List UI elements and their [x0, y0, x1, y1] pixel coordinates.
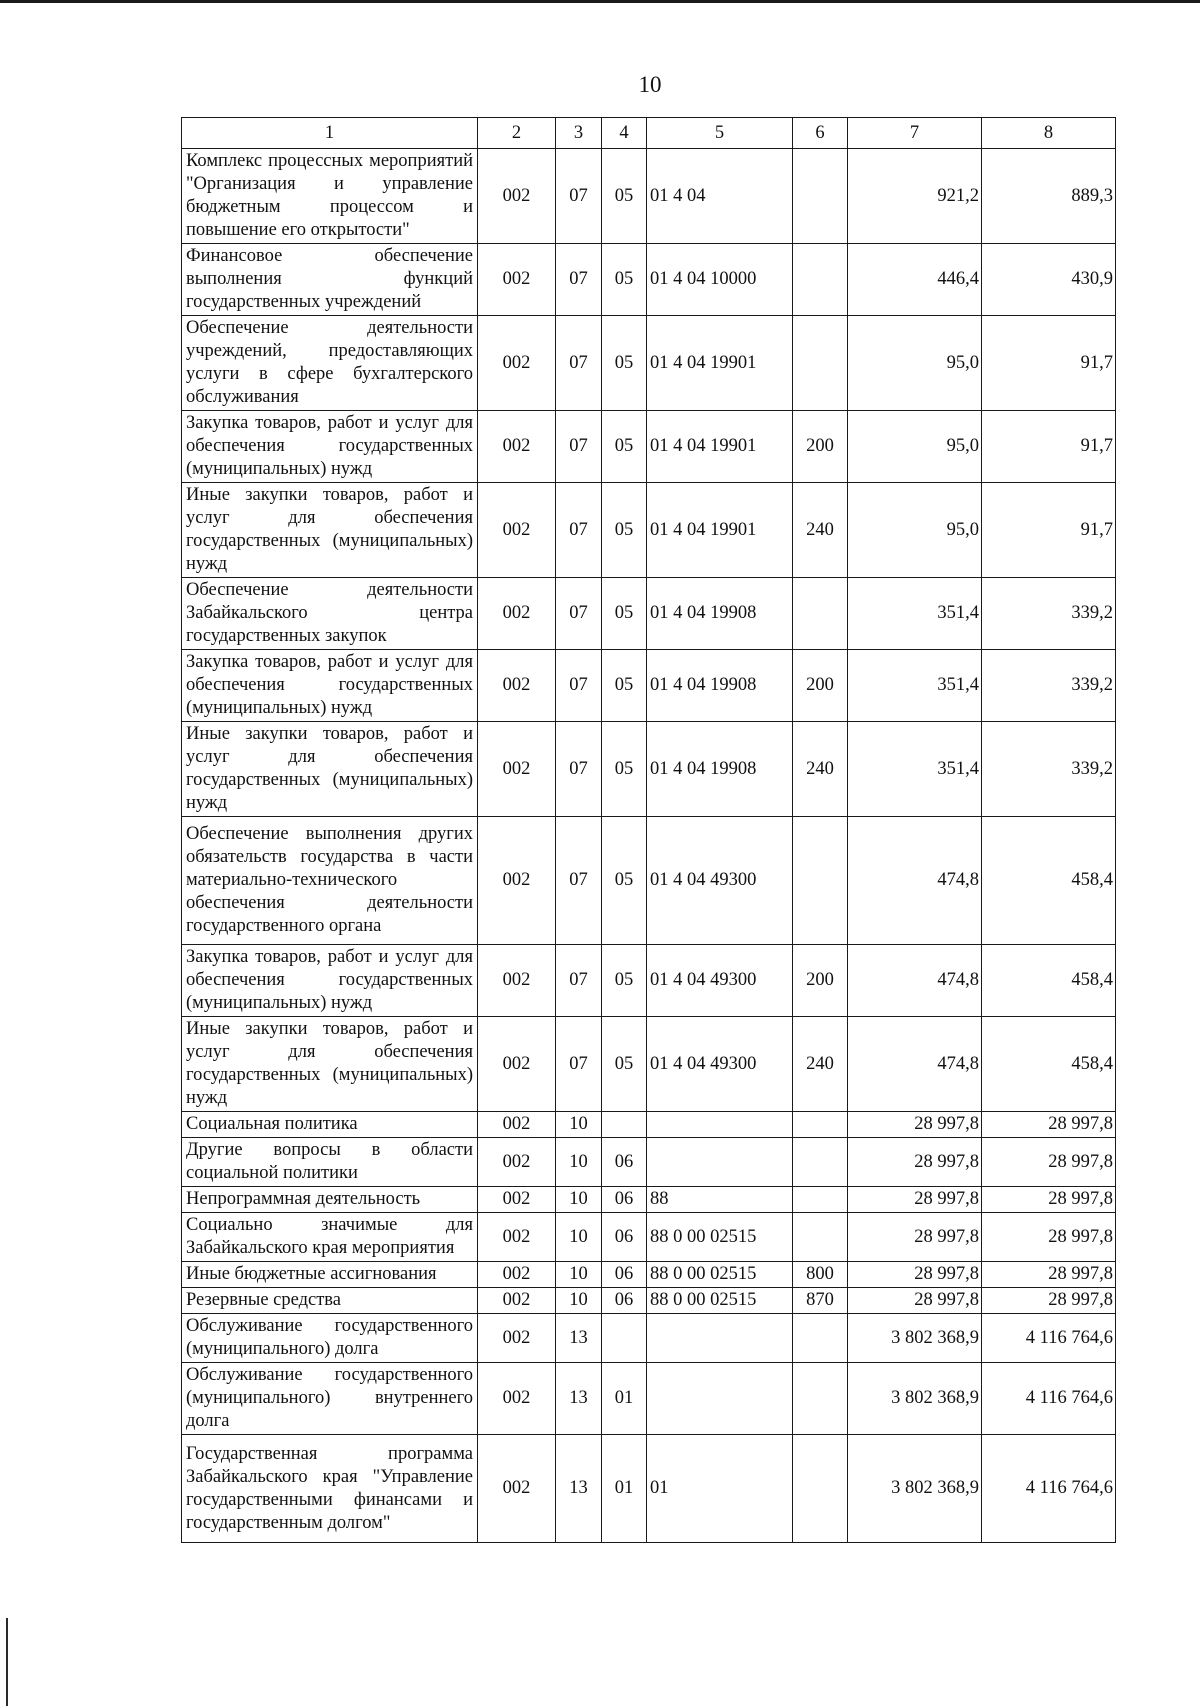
- row-amount-year1-cell: 351,4: [848, 722, 982, 817]
- row-section-cell: 10: [556, 1138, 602, 1187]
- table-row: [182, 578, 1116, 650]
- row-subsection-cell: 05: [602, 316, 647, 411]
- row-section-cell: 07: [556, 483, 602, 578]
- row-amount-year2-cell: 889,3: [982, 149, 1116, 244]
- row-expense-type-cell: [793, 1112, 848, 1138]
- row-admin-code-cell: 002: [478, 1314, 556, 1363]
- row-name-cell: Закупка товаров, работ и услуг для обеспечения государственных (муниципальных) нужд: [182, 411, 478, 483]
- row-section-cell: 07: [556, 316, 602, 411]
- row-section-cell: 07: [556, 817, 602, 945]
- row-admin-code-cell: 002: [478, 722, 556, 817]
- table-row: [182, 316, 1116, 411]
- row-amount-year2-cell: 4 116 764,6: [982, 1435, 1116, 1543]
- row-admin-code-cell: 002: [478, 244, 556, 316]
- header-col-8: 8: [982, 118, 1116, 149]
- row-name-cell: Государственная программа Забайкальского края "Управление государственными финансами и государственным долгом": [182, 1435, 478, 1543]
- row-section-cell: 10: [556, 1288, 602, 1314]
- table-row: [182, 945, 1116, 1017]
- table-row: [182, 1213, 1116, 1262]
- row-target-code-cell: 01 4 04 19908: [647, 578, 793, 650]
- table-row: [182, 483, 1116, 578]
- table-row: [182, 650, 1116, 722]
- row-expense-type-cell: [793, 1138, 848, 1187]
- row-expense-type-cell: 200: [793, 650, 848, 722]
- row-section-cell: 07: [556, 149, 602, 244]
- row-admin-code-cell: 002: [478, 149, 556, 244]
- row-expense-type-cell: 240: [793, 1017, 848, 1112]
- row-name-cell: Обслуживание государственного (муниципального) долга: [182, 1314, 478, 1363]
- row-subsection-cell: 05: [602, 817, 647, 945]
- row-amount-year2-cell: 339,2: [982, 650, 1116, 722]
- row-amount-year1-cell: 28 997,8: [848, 1138, 982, 1187]
- table-row: [182, 411, 1116, 483]
- header-col-1: 1: [182, 118, 478, 149]
- row-expense-type-cell: [793, 1314, 848, 1363]
- row-amount-year2-cell: 4 116 764,6: [982, 1363, 1116, 1435]
- row-name-cell: Резервные средства: [182, 1288, 478, 1314]
- row-target-code-cell: 88 0 00 02515: [647, 1262, 793, 1288]
- row-amount-year2-cell: 28 997,8: [982, 1138, 1116, 1187]
- row-amount-year2-cell: 4 116 764,6: [982, 1314, 1116, 1363]
- row-amount-year1-cell: 28 997,8: [848, 1187, 982, 1213]
- row-section-cell: 07: [556, 650, 602, 722]
- row-admin-code-cell: 002: [478, 316, 556, 411]
- row-admin-code-cell: 002: [478, 411, 556, 483]
- budget-table: [181, 117, 1116, 1543]
- row-name-cell: Закупка товаров, работ и услуг для обеспечения государственных (муниципальных) нужд: [182, 650, 478, 722]
- row-subsection-cell: 01: [602, 1435, 647, 1543]
- row-amount-year1-cell: 446,4: [848, 244, 982, 316]
- row-amount-year2-cell: 458,4: [982, 1017, 1116, 1112]
- row-target-code-cell: 01: [647, 1435, 793, 1543]
- row-expense-type-cell: 240: [793, 483, 848, 578]
- row-amount-year2-cell: 28 997,8: [982, 1187, 1116, 1213]
- row-admin-code-cell: 002: [478, 1262, 556, 1288]
- row-admin-code-cell: 002: [478, 1288, 556, 1314]
- row-subsection-cell: [602, 1112, 647, 1138]
- row-target-code-cell: 01 4 04 19901: [647, 483, 793, 578]
- row-target-code-cell: 01 4 04 19908: [647, 650, 793, 722]
- row-subsection-cell: 06: [602, 1262, 647, 1288]
- row-amount-year2-cell: 430,9: [982, 244, 1116, 316]
- row-amount-year1-cell: 3 802 368,9: [848, 1435, 982, 1543]
- table-row: [182, 817, 1116, 945]
- left-margin-line: [6, 1618, 8, 1706]
- row-amount-year1-cell: 95,0: [848, 316, 982, 411]
- row-expense-type-cell: [793, 1213, 848, 1262]
- table-row: [182, 1187, 1116, 1213]
- row-target-code-cell: 01 4 04 19908: [647, 722, 793, 817]
- row-target-code-cell: 01 4 04 49300: [647, 1017, 793, 1112]
- row-name-cell: Комплекс процессных мероприятий "Организация и управление бюджетным процессом и повышение его открытости": [182, 149, 478, 244]
- row-subsection-cell: 06: [602, 1187, 647, 1213]
- row-amount-year1-cell: 351,4: [848, 578, 982, 650]
- row-expense-type-cell: 200: [793, 945, 848, 1017]
- table-row: [182, 244, 1116, 316]
- row-expense-type-cell: 200: [793, 411, 848, 483]
- row-amount-year2-cell: 28 997,8: [982, 1213, 1116, 1262]
- row-amount-year1-cell: 95,0: [848, 411, 982, 483]
- row-amount-year2-cell: 91,7: [982, 411, 1116, 483]
- row-amount-year1-cell: 921,2: [848, 149, 982, 244]
- row-admin-code-cell: 002: [478, 1363, 556, 1435]
- row-amount-year2-cell: 458,4: [982, 945, 1116, 1017]
- row-section-cell: 07: [556, 722, 602, 817]
- row-amount-year1-cell: 95,0: [848, 483, 982, 578]
- table-row: [182, 149, 1116, 244]
- row-section-cell: 10: [556, 1262, 602, 1288]
- table-row: [182, 1262, 1116, 1288]
- row-expense-type-cell: [793, 817, 848, 945]
- row-subsection-cell: 06: [602, 1213, 647, 1262]
- row-target-code-cell: 01 4 04: [647, 149, 793, 244]
- row-amount-year1-cell: 3 802 368,9: [848, 1363, 982, 1435]
- row-section-cell: 07: [556, 1017, 602, 1112]
- table-row: [182, 1017, 1116, 1112]
- row-amount-year2-cell: 339,2: [982, 722, 1116, 817]
- row-admin-code-cell: 002: [478, 578, 556, 650]
- row-amount-year2-cell: 28 997,8: [982, 1288, 1116, 1314]
- row-amount-year2-cell: 91,7: [982, 483, 1116, 578]
- row-name-cell: Обслуживание государственного (муниципального) внутреннего долга: [182, 1363, 478, 1435]
- row-target-code-cell: 88 0 00 02515: [647, 1288, 793, 1314]
- row-section-cell: 07: [556, 945, 602, 1017]
- row-name-cell: Иные закупки товаров, работ и услуг для обеспечения государственных (муниципальных) нужд: [182, 483, 478, 578]
- row-subsection-cell: 06: [602, 1138, 647, 1187]
- row-subsection-cell: 05: [602, 650, 647, 722]
- row-section-cell: 13: [556, 1363, 602, 1435]
- table-header-row: [182, 118, 1116, 149]
- table-row: [182, 1314, 1116, 1363]
- row-admin-code-cell: 002: [478, 1112, 556, 1138]
- row-admin-code-cell: 002: [478, 1435, 556, 1543]
- header-col-2: 2: [478, 118, 556, 149]
- row-expense-type-cell: [793, 244, 848, 316]
- row-subsection-cell: 05: [602, 483, 647, 578]
- table-row: [182, 1435, 1116, 1543]
- row-name-cell: Социально значимые для Забайкальского края мероприятия: [182, 1213, 478, 1262]
- row-target-code-cell: 01 4 04 49300: [647, 817, 793, 945]
- table-row: [182, 1363, 1116, 1435]
- row-name-cell: Иные закупки товаров, работ и услуг для обеспечения государственных (муниципальных) нужд: [182, 722, 478, 817]
- row-admin-code-cell: 002: [478, 650, 556, 722]
- row-expense-type-cell: [793, 149, 848, 244]
- row-name-cell: Обеспечение деятельности Забайкальского центра государственных закупок: [182, 578, 478, 650]
- row-name-cell: Непрограммная деятельность: [182, 1187, 478, 1213]
- row-amount-year1-cell: 474,8: [848, 817, 982, 945]
- row-admin-code-cell: 002: [478, 1187, 556, 1213]
- row-admin-code-cell: 002: [478, 1213, 556, 1262]
- row-expense-type-cell: [793, 316, 848, 411]
- row-name-cell: Закупка товаров, работ и услуг для обеспечения государственных (муниципальных) нужд: [182, 945, 478, 1017]
- row-subsection-cell: 05: [602, 578, 647, 650]
- table-row: [182, 1112, 1116, 1138]
- row-section-cell: 07: [556, 244, 602, 316]
- row-subsection-cell: 05: [602, 149, 647, 244]
- row-target-code-cell: [647, 1314, 793, 1363]
- row-expense-type-cell: 240: [793, 722, 848, 817]
- row-target-code-cell: 01 4 04 19901: [647, 316, 793, 411]
- row-amount-year2-cell: 91,7: [982, 316, 1116, 411]
- table-row: [182, 1288, 1116, 1314]
- row-amount-year2-cell: 28 997,8: [982, 1262, 1116, 1288]
- row-amount-year1-cell: 28 997,8: [848, 1262, 982, 1288]
- row-subsection-cell: 05: [602, 1017, 647, 1112]
- row-expense-type-cell: 870: [793, 1288, 848, 1314]
- row-amount-year2-cell: 28 997,8: [982, 1112, 1116, 1138]
- row-admin-code-cell: 002: [478, 483, 556, 578]
- header-col-7: 7: [848, 118, 982, 149]
- header-col-3: 3: [556, 118, 602, 149]
- row-expense-type-cell: [793, 1363, 848, 1435]
- row-amount-year2-cell: 458,4: [982, 817, 1116, 945]
- row-expense-type-cell: 800: [793, 1262, 848, 1288]
- row-amount-year1-cell: 474,8: [848, 945, 982, 1017]
- row-name-cell: Социальная политика: [182, 1112, 478, 1138]
- row-name-cell: Обеспечение выполнения других обязательств государства в части материально-технического обеспечения деятельности государственного органа: [182, 817, 478, 945]
- row-amount-year2-cell: 339,2: [982, 578, 1116, 650]
- row-section-cell: 07: [556, 411, 602, 483]
- top-border-line: [0, 0, 1200, 3]
- row-target-code-cell: [647, 1363, 793, 1435]
- row-subsection-cell: 05: [602, 244, 647, 316]
- row-target-code-cell: 01 4 04 19901: [647, 411, 793, 483]
- row-section-cell: 07: [556, 578, 602, 650]
- row-target-code-cell: 01 4 04 10000: [647, 244, 793, 316]
- row-section-cell: 13: [556, 1314, 602, 1363]
- row-target-code-cell: 88 0 00 02515: [647, 1213, 793, 1262]
- header-col-6: 6: [793, 118, 848, 149]
- row-target-code-cell: 88: [647, 1187, 793, 1213]
- row-expense-type-cell: [793, 578, 848, 650]
- table-row: [182, 1138, 1116, 1187]
- row-subsection-cell: 05: [602, 411, 647, 483]
- row-target-code-cell: [647, 1138, 793, 1187]
- table-row: [182, 722, 1116, 817]
- row-amount-year1-cell: 474,8: [848, 1017, 982, 1112]
- row-expense-type-cell: [793, 1435, 848, 1543]
- row-section-cell: 10: [556, 1213, 602, 1262]
- page-number: 10: [638, 72, 662, 97]
- row-subsection-cell: 05: [602, 945, 647, 1017]
- row-expense-type-cell: [793, 1187, 848, 1213]
- row-subsection-cell: 01: [602, 1363, 647, 1435]
- row-admin-code-cell: 002: [478, 817, 556, 945]
- row-name-cell: Иные закупки товаров, работ и услуг для обеспечения государственных (муниципальных) нужд: [182, 1017, 478, 1112]
- row-amount-year1-cell: 28 997,8: [848, 1213, 982, 1262]
- row-name-cell: Финансовое обеспечение выполнения функций государственных учреждений: [182, 244, 478, 316]
- row-section-cell: 13: [556, 1435, 602, 1543]
- row-admin-code-cell: 002: [478, 945, 556, 1017]
- row-subsection-cell: [602, 1314, 647, 1363]
- row-amount-year1-cell: 351,4: [848, 650, 982, 722]
- row-name-cell: Иные бюджетные ассигнования: [182, 1262, 478, 1288]
- row-name-cell: Обеспечение деятельности учреждений, предоставляющих услуги в сфере бухгалтерского обслуживания: [182, 316, 478, 411]
- row-target-code-cell: 01 4 04 49300: [647, 945, 793, 1017]
- row-section-cell: 10: [556, 1187, 602, 1213]
- row-section-cell: 10: [556, 1112, 602, 1138]
- row-admin-code-cell: 002: [478, 1017, 556, 1112]
- header-col-5: 5: [647, 118, 793, 149]
- row-amount-year1-cell: 28 997,8: [848, 1288, 982, 1314]
- row-name-cell: Другие вопросы в области социальной политики: [182, 1138, 478, 1187]
- row-amount-year1-cell: 3 802 368,9: [848, 1314, 982, 1363]
- row-subsection-cell: 06: [602, 1288, 647, 1314]
- row-subsection-cell: 05: [602, 722, 647, 817]
- row-admin-code-cell: 002: [478, 1138, 556, 1187]
- header-col-4: 4: [602, 118, 647, 149]
- row-target-code-cell: [647, 1112, 793, 1138]
- row-amount-year1-cell: 28 997,8: [848, 1112, 982, 1138]
